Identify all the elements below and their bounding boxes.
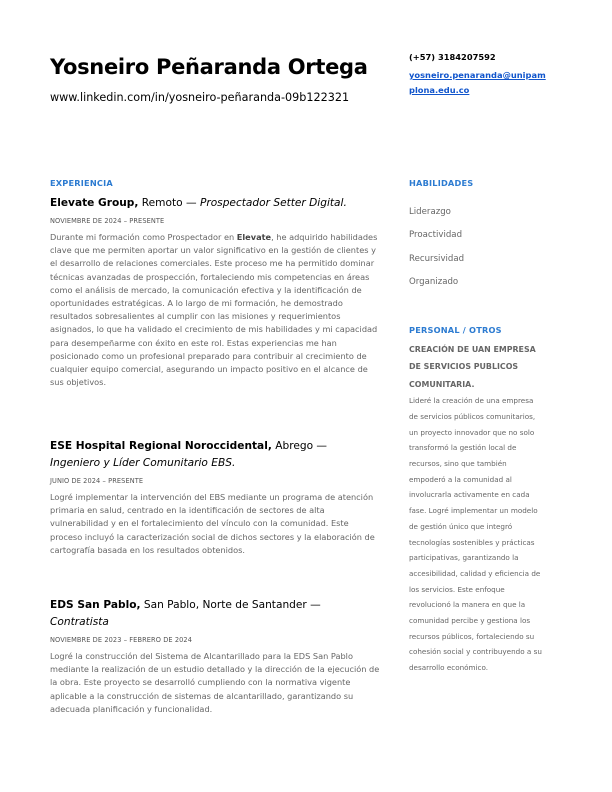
skills-list: [409, 205, 464, 298]
job-company: Elevate Group,: [50, 197, 139, 209]
skill-item: Proactividad: [409, 230, 463, 241]
job-description-part: , he adquirido habilidades clave que me permiten aportar un valor significativo en la gestión de clientes y el desarrollo de relaciones comerciales. Este proceso me ha permitido dominar técnicas avanzadas de prospección, fortaleciendo mis competencias en áreas como el análisis de mercado, la comunicación efectiva y la identificación de oportunidades estratégicas. A lo largo de mi formación, he demostrado resultados sobresalientes al cumplir con las misiones y requerimientos asignados, lo que ha validado el crecimiento de mis habilidades y mi capacidad para desempeñarme con éxito en este rol. Estas experiencias me han posicionado como un profesional preparado para contribuir al crecimiento de cualquier equipo comercial, asegurando un impacto positivo en el alcance de sus objetivos.: [50, 232, 378, 388]
job-title: [50, 438, 380, 472]
contact-block: [409, 52, 549, 98]
job-entry-hospital: [50, 438, 380, 557]
personal-block: [409, 341, 544, 676]
job-dates: JUNIO DE 2024 – PRESENTE: [50, 477, 144, 485]
job-description-company: Elevate: [236, 232, 272, 242]
linkedin-url: www.linkedin.com/in/yosneiro-peñaranda-09b122321: [50, 91, 350, 104]
job-description: [50, 231, 380, 389]
job-role: Prospectador Setter Digital.: [199, 197, 347, 209]
job-role: Ingeniero y Líder Comunitario EBS.: [50, 457, 236, 469]
job-entry-elevate: [50, 195, 380, 389]
experience-heading: EXPERIENCIA: [50, 178, 113, 188]
job-title: [50, 597, 380, 631]
phone-number: (+57) 3184207592: [409, 52, 496, 62]
job-description-part: Durante mi formación como Prospectador en: [50, 232, 237, 242]
personal-project-title: CREACIÓN DE UAN EMPRESA DE SERVICIOS PUBLICOS COMUNITARIA.: [409, 345, 536, 389]
skill-item: Recursividad: [409, 253, 465, 264]
candidate-name: Yosneiro Peñaranda Ortega: [50, 55, 368, 79]
job-dates: NOVIEMBRE DE 2023 – FEBRERO DE 2024: [50, 636, 193, 644]
skills-heading: HABILIDADES: [409, 178, 474, 188]
job-description: Logré la construcción del Sistema de Alcantarillado para la EDS San Pablo mediante la realización de un estudio detallado y la dirección de la ejecución de la obra. Este proyecto se desarrolló cumpliendo con la normativa vigente aplicable a la construcción de sistemas de alcantarillado, garantizando su adecuada planificación y funcionalidad.: [50, 651, 380, 714]
job-company: ESE Hospital Regional Noroccidental,: [50, 440, 272, 452]
job-description: Logré implementar la intervención del EBS mediante un programa de atención primaria en salud, centrado en la identificación de sectores de alta vulnerabilidad y en el fortalecimiento del vínculo con la comunidad. Este proceso incluyó la caracterización social de dichos sectores y la elaboración de cartografía basada en los resultados obtenidos.: [50, 492, 375, 555]
job-location: Remoto —: [138, 197, 200, 209]
job-location: Abrego —: [271, 440, 328, 452]
personal-project-description: Lideré la creación de una empresa de servicios públicos comunitarios, un proyecto innovador que no solo transformó la gestión local de recursos, sino que también empoderó a la comunidad al involucrarla activamente en cada fase. Logré implementar un modelo de gestión único que integró tecnologías sostenibles y prácticas participativas, garantizando la accesibilidad, calidad y eficiencia de los servicios. Este enfoque revolucionó la manera en que la comunidad percibe y gestiona los recursos públicos, fortaleciendo su cohesión social y contribuyendo a su desarrollo económico.: [409, 396, 542, 673]
job-entry-eds: [50, 597, 380, 716]
job-company: EDS San Pablo,: [50, 599, 141, 611]
skill-item: Organizado: [409, 276, 459, 287]
personal-heading: PERSONAL / OTROS: [409, 325, 502, 335]
job-dates: NOVIEMBRE DE 2024 – PRESENTE: [50, 217, 165, 225]
job-title: [50, 195, 380, 212]
job-location: San Pablo, Norte de Santander —: [140, 599, 321, 611]
job-role: Contratista: [50, 616, 109, 628]
skill-item: Liderazgo: [409, 207, 451, 217]
email-link[interactable]: yosneiro.penaranda@unipamplona.edu.co: [409, 70, 546, 95]
